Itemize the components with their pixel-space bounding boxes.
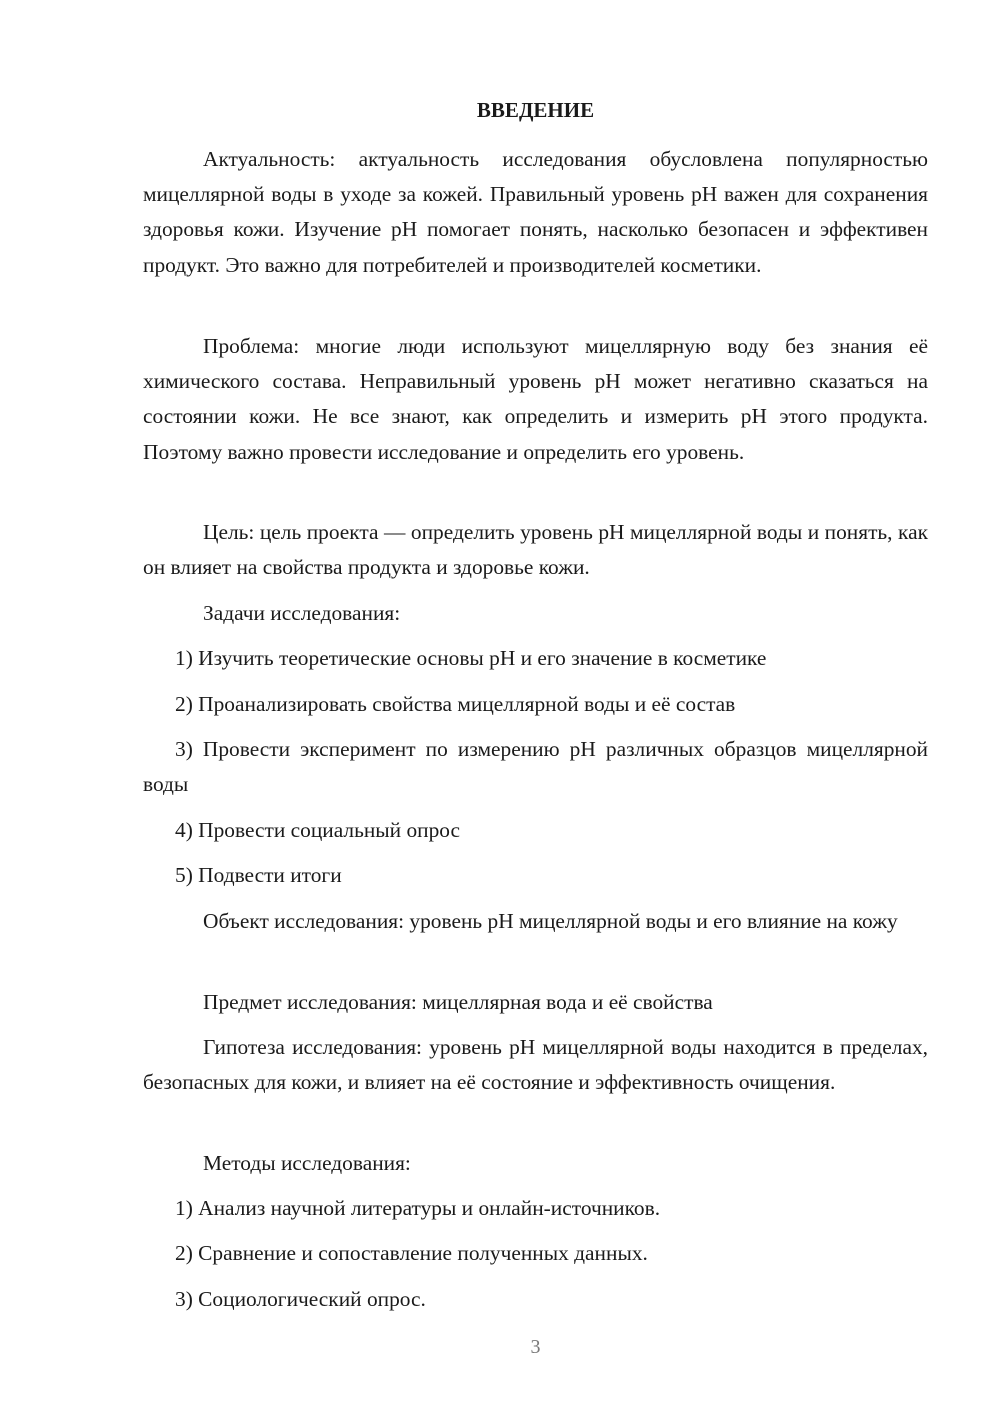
page-title: ВВЕДЕНИЕ <box>476 98 595 122</box>
method-item-3: 3) Социологический опрос. <box>175 1287 426 1311</box>
document-page <box>143 0 928 1414</box>
task-item-4: 4) Провести социальный опрос <box>175 818 461 842</box>
page-number: 3 <box>530 1336 541 1358</box>
problem-paragraph: Проблема: многие люди используют мицеллярную воду без знания её химического состава. Неправильный уровень pH может негативно сказаться на состоянии кожи. Не все знают, как определить и измерить pH этого продукта. Поэтому важно провести исследование и определить его уровень. <box>143 334 928 464</box>
task-item-5: 5) Подвести итоги <box>175 863 342 887</box>
goal-paragraph: Цель: цель проекта — определить уровень pH мицеллярной воды и понять, как он влияет на свойства продукта и здоровье кожи. <box>143 520 928 580</box>
task-item-2: 2) Проанализировать свойства мицеллярной воды и её состав <box>175 692 736 716</box>
hypothesis-paragraph: Гипотеза исследования: уровень pH мицеллярной воды находится в пределах, безопасных для кожи, и влияет на её состояние и эффективность очищения. <box>143 1035 928 1095</box>
relevance-paragraph: Актуальность: актуальность исследования обусловлена популярностью мицеллярной воды в уходе за кожей. Правильный уровень pH важен для сохранения здоровья кожи. Изучение pH помогает понять, насколько безопасен и эффективен продукт. Это важно для потребителей и производителей косметики. <box>143 147 928 277</box>
task-item-1: 1) Изучить теоретические основы pH и его значение в косметике <box>175 646 767 670</box>
tasks-heading: Задачи исследования: <box>203 601 401 625</box>
methods-heading: Методы исследования: <box>203 1151 411 1175</box>
subject-paragraph: Предмет исследования: мицеллярная вода и её свойства <box>203 990 713 1014</box>
object-paragraph: Объект исследования: уровень pH мицеллярной воды и его влияние на кожу <box>203 909 898 933</box>
task-item-3: 3) Провести эксперимент по измерению pH различных образцов мицеллярной воды <box>143 737 928 797</box>
method-item-1: 1) Анализ научной литературы и онлайн-источников. <box>175 1196 661 1220</box>
method-item-2: 2) Сравнение и сопоставление полученных данных. <box>175 1241 648 1265</box>
